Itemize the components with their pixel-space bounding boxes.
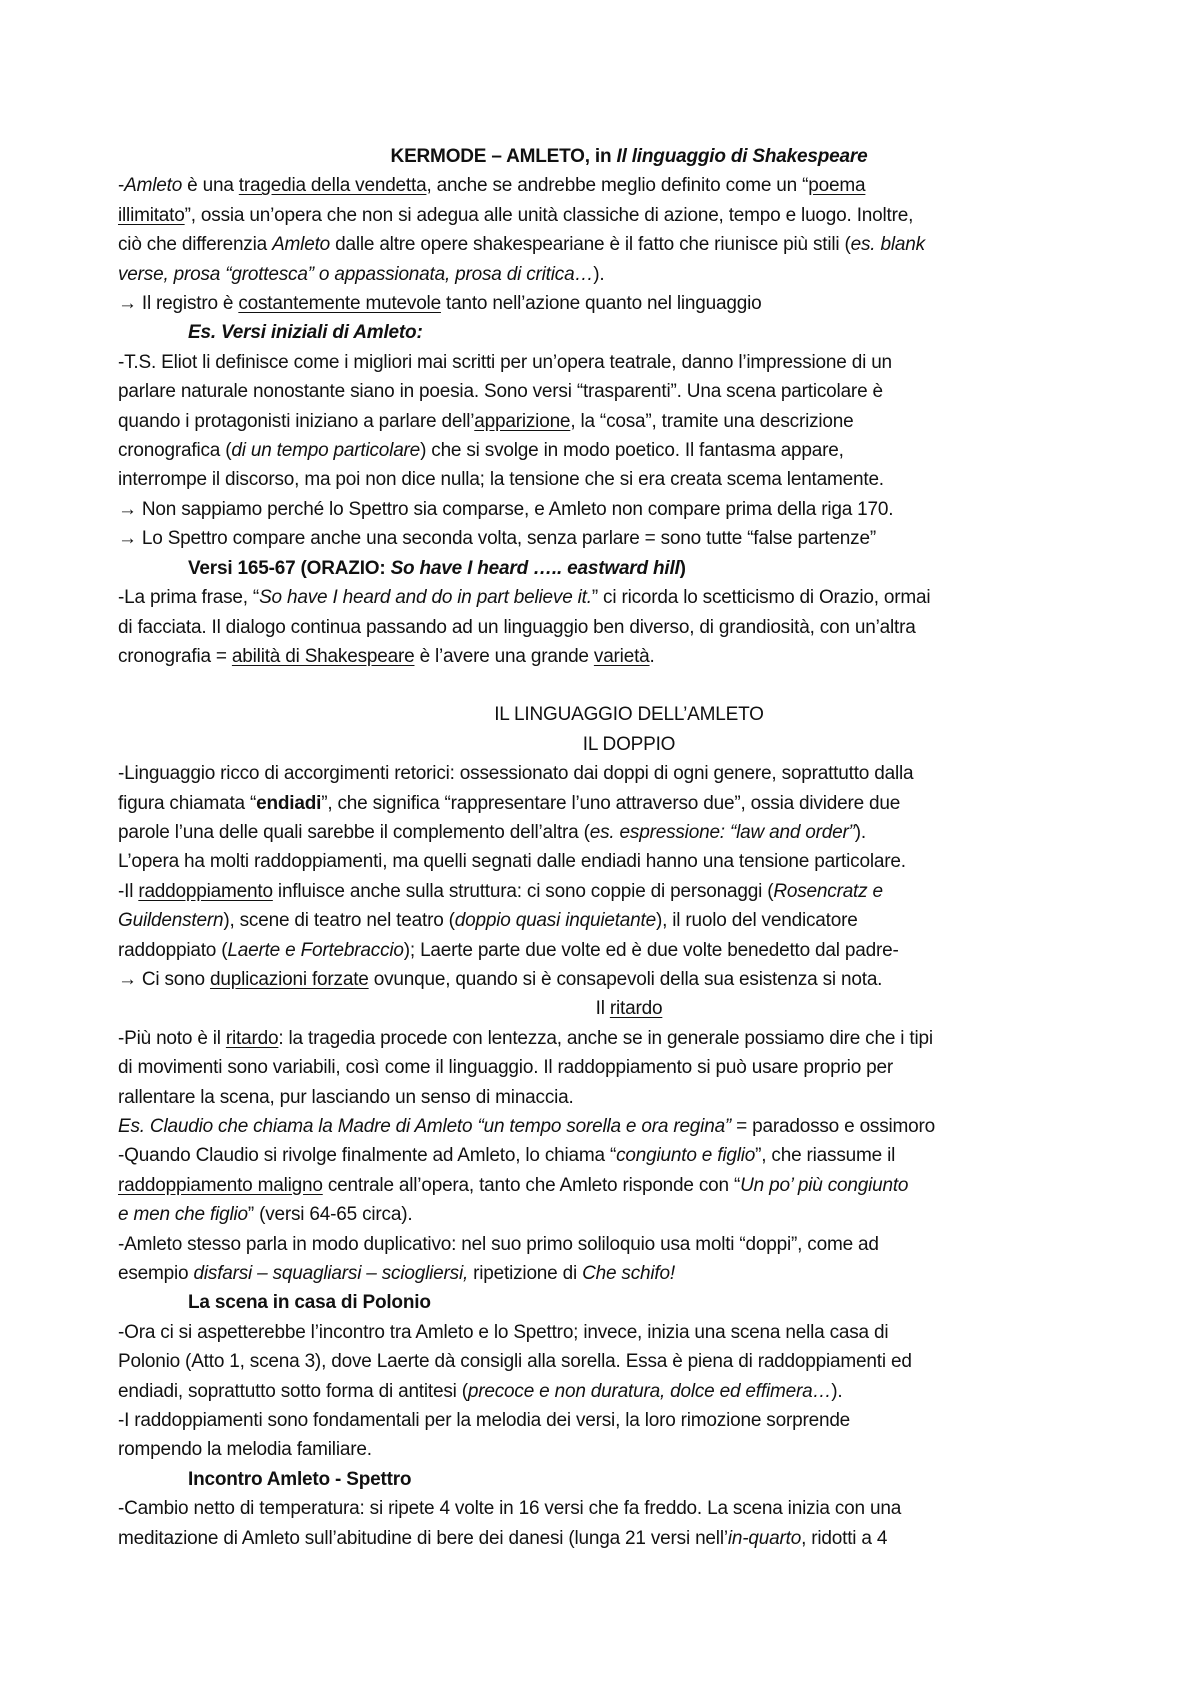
text-run: . — [649, 645, 655, 667]
underlined-text: tragedia della vendetta — [238, 175, 427, 197]
text-run: -Cambio netto di temperatura: si ripete 4 volte in 16 versi che fa freddo. La scena inizia con una — [118, 1498, 902, 1520]
italic-text: Amleto — [124, 175, 183, 197]
text-run: ” ci ricorda lo scetticismo di Orazio, ormai — [591, 587, 931, 609]
bold-text: ) — [679, 557, 686, 579]
text-run: parole l’una delle quali sarebbe il complemento dell’altra ( — [118, 821, 590, 843]
text-run: rallentare la scena, pur lasciando un senso di minaccia. — [118, 1086, 574, 1108]
text-run: raddoppiato ( — [118, 939, 228, 961]
italic-text: disfarsi – squagliarsi – sciogliersi, — [193, 1263, 469, 1285]
italic-text: precoce e non duratura, dolce ed effimera… — [467, 1380, 832, 1402]
underlined-text: duplicazioni forzate — [209, 968, 369, 990]
text-run: centrale all’opera, tanto che Amleto risponde con “ — [322, 1174, 741, 1196]
bold-text: Es. Versi iniziali di Amleto: — [188, 322, 423, 344]
italic-text: Laerte e Fortebraccio — [227, 939, 404, 961]
text-run: ” (versi 64-65 circa). — [247, 1204, 413, 1226]
text-run: -La prima frase, “ — [118, 587, 260, 609]
underlined-text: costantemente mutevole — [238, 293, 441, 315]
paragraph-line — [118, 847, 1140, 876]
document-body — [118, 142, 1140, 1553]
text-run: Polonio (Atto 1, scena 3), dove Laerte dà consigli alla sorella. Essa è piena di raddoppiamenti ed — [118, 1351, 912, 1373]
underlined-text: raddoppiamento — [138, 880, 273, 902]
paragraph-line — [118, 789, 1140, 818]
text-run: interrompe il discorso, ma poi non dice nulla; la tensione che si era creata scema lentamente. — [118, 469, 884, 491]
text-run: -Linguaggio ricco di accorgimenti retorici: ossessionato dai doppi di ogni genere, soprattutto dalla — [118, 763, 914, 785]
paragraph-line — [118, 465, 1140, 494]
text-run: di facciata. Il dialogo continua passando ad un linguaggio ben diverso, di grandiosità, con un’altra — [118, 616, 916, 638]
text-run: ”, ossia un’opera che non si adegua alle unità classiche di azione, tempo e luogo. Inoltre, — [184, 204, 914, 226]
italic-text: doppio quasi inquietante — [454, 910, 656, 932]
text-run: -Amleto stesso parla in modo duplicativo: nel suo primo soliloquio usa molti “doppi”, come ad — [118, 1233, 879, 1255]
text-run: → Ci sono — [118, 968, 210, 990]
paragraph-line — [118, 906, 1140, 935]
text-run: quando i protagonisti iniziano a parlare dell’ — [118, 410, 475, 432]
text-run: rompendo la melodia familiare. — [118, 1439, 372, 1461]
italic-text: Es. Claudio che chiama la Madre di Amleto “un tempo sorella e ora regina” — [118, 1116, 732, 1137]
italic-text: verse, prosa “grottesca” o appassionata, prosa di critica… — [118, 263, 594, 285]
text-run: IL DOPPIO — [582, 733, 676, 755]
paragraph-line — [118, 1053, 1140, 1082]
section-heading — [118, 730, 1140, 759]
italic-text: es. espressione: “law and order” — [589, 821, 855, 843]
paragraph-line — [118, 1200, 1140, 1229]
text-run: è una — [182, 175, 239, 197]
text-run: L’opera ha molti raddoppiamenti, ma quelli segnati dalle endiadi hanno una tensione particolare. — [118, 851, 906, 873]
text-run: ). — [854, 821, 866, 843]
text-run: figura chiamata “ — [118, 792, 257, 814]
paragraph-line — [118, 1024, 1140, 1053]
text-run: cronografica ( — [118, 440, 232, 462]
text-run: ciò che differenzia — [118, 234, 273, 256]
italic-text: e men che figlio — [118, 1204, 248, 1226]
text-run: ), scene di teatro nel teatro ( — [223, 910, 455, 932]
text-run: di movimenti sono variabili, così come il linguaggio. Il raddoppiamento si può usare proprio per — [118, 1057, 893, 1079]
text-run: parlare naturale nonostante siano in poesia. Sono versi “trasparenti”. Una scena particolare è — [118, 381, 883, 403]
section-heading — [118, 318, 1140, 347]
text-run: cronografia = — [118, 645, 232, 667]
text-run: ). — [831, 1380, 843, 1402]
paragraph-line — [118, 583, 1140, 612]
paragraph-line — [118, 613, 1140, 642]
text-run: , anche se andrebbe meglio definito come un “ — [426, 175, 809, 197]
italic-text: Guildenstern — [118, 910, 224, 932]
italic-text: in-quarto — [727, 1527, 802, 1549]
text-run: , ridotti a 4 — [801, 1527, 888, 1549]
paragraph-line — [118, 642, 1140, 671]
underlined-text: raddoppiamento maligno — [118, 1174, 323, 1196]
text-run: influisce anche sulla struttura: ci sono coppie di personaggi ( — [272, 880, 774, 902]
bold-text: So have I heard ….. eastward hill — [390, 557, 680, 579]
paragraph-line — [118, 230, 1140, 259]
text-run: ripetizione di — [468, 1263, 583, 1285]
text-run: -I raddoppiamenti sono fondamentali per la melodia dei versi, la loro rimozione sorprende — [118, 1410, 851, 1432]
bold-text: Il linguaggio di Shakespeare — [616, 146, 868, 167]
italic-text: di un tempo particolare — [231, 440, 421, 462]
paragraph-line — [118, 877, 1140, 906]
paragraph-line — [118, 1435, 1140, 1464]
paragraph-line — [118, 936, 1140, 965]
text-run: → Lo Spettro compare anche una seconda volta, senza parlare = sono tutte “false partenze” — [118, 528, 876, 550]
text-run: ); Laerte parte due volte ed è due volte benedetto dal padre- — [403, 939, 899, 961]
paragraph-line — [118, 377, 1140, 406]
text-run: IL LINGUAGGIO DELL’AMLETO — [494, 704, 764, 726]
text-run: tanto nell’azione quanto nel linguaggio — [440, 293, 762, 315]
bold-text: endiadi — [256, 792, 322, 814]
text-run: , la “cosa”, tramite una descrizione — [570, 410, 854, 432]
paragraph-line — [118, 1494, 1140, 1523]
text-run: -Più noto è il — [118, 1027, 226, 1049]
paragraph-line — [118, 1524, 1140, 1553]
italic-text: Che schifo! — [582, 1263, 675, 1285]
text-run: ) che si svolge in modo poetico. Il fantasma appare, — [420, 440, 844, 462]
bold-text: Versi 165-67 (ORAZIO: — [188, 557, 391, 579]
paragraph-line — [118, 1406, 1140, 1435]
paragraph-line — [118, 1112, 1140, 1141]
text-run: → Non sappiamo perché lo Spettro sia comparse, e Amleto non compare prima della riga 170. — [118, 498, 894, 520]
section-heading — [118, 142, 1140, 171]
paragraph-line — [118, 965, 1140, 994]
paragraph-line — [118, 289, 1140, 318]
text-run: -Il — [118, 880, 139, 902]
section-heading — [118, 700, 1140, 729]
italic-text: congiunto e figlio — [616, 1145, 756, 1167]
text-run: -Ora ci si aspetterebbe l’incontro tra Amleto e lo Spettro; invece, inizia una scena nella casa di — [118, 1321, 889, 1343]
paragraph-line — [118, 1259, 1140, 1288]
text-run: → Il registro è — [118, 293, 239, 315]
underlined-text: illimitato — [118, 204, 185, 226]
underlined-text: varietà — [593, 645, 650, 667]
section-heading — [118, 554, 1140, 583]
paragraph-line — [118, 818, 1140, 847]
bold-text: Incontro Amleto - Spettro — [188, 1468, 412, 1490]
text-run: : la tragedia procede con lentezza, anche se in generale possiamo dire che i tipi — [278, 1027, 933, 1049]
italic-text: Amleto — [272, 234, 331, 256]
paragraph-line — [118, 436, 1140, 465]
underlined-text: ritardo — [225, 1027, 279, 1049]
paragraph-line — [118, 759, 1140, 788]
italic-text: Un po’ più congiunto — [740, 1174, 909, 1196]
paragraph-line — [118, 348, 1140, 377]
underlined-text: abilità di Shakespeare — [231, 645, 415, 667]
paragraph-line — [118, 1230, 1140, 1259]
underlined-text: ritardo — [609, 998, 663, 1020]
section-heading — [118, 1288, 1140, 1317]
paragraph-line — [118, 407, 1140, 436]
text-run: -Quando Claudio si rivolge finalmente ad Amleto, lo chiama “ — [118, 1145, 617, 1167]
italic-text: So have I heard and do in part believe it. — [259, 587, 592, 609]
paragraph-line — [118, 1141, 1140, 1170]
text-run: è l’avere una grande — [414, 645, 594, 667]
italic-text: es. blank — [850, 234, 925, 256]
text-run: ). — [593, 263, 605, 285]
bold-text: KERMODE – AMLETO, in — [390, 146, 617, 167]
paragraph-line — [118, 495, 1140, 524]
text-run: meditazione di Amleto sull’abitudine di bere dei danesi (lunga 21 versi nell’ — [118, 1527, 728, 1549]
text-run: Il — [595, 998, 610, 1020]
text-run: = paradosso e ossimoro — [731, 1116, 936, 1137]
text-run: dalle altre opere shakespeariane è il fatto che riunisce più stili ( — [330, 234, 851, 256]
paragraph-line — [118, 1318, 1140, 1347]
text-run: ”, che significa “rappresentare l’uno attraverso due”, ossia dividere due — [321, 792, 901, 814]
text-run: esempio — [118, 1263, 194, 1285]
paragraph-line — [118, 260, 1140, 289]
paragraph-line — [118, 1083, 1140, 1112]
text-run: ovunque, quando si è consapevoli della sua esistenza si nota. — [368, 968, 883, 990]
paragraph-line — [118, 1171, 1140, 1200]
paragraph-line — [118, 201, 1140, 230]
text-run: ), il ruolo del vendicatore — [655, 910, 858, 932]
text-run: ”, che riassume il — [755, 1145, 896, 1167]
section-heading — [118, 1465, 1140, 1494]
text-run: endiadi, soprattutto sotto forma di antitesi ( — [118, 1380, 468, 1402]
text-run: -T.S. Eliot li definisce come i migliori mai scritti per un’opera teatrale, danno l’impressione di un — [118, 351, 892, 373]
paragraph-line — [118, 171, 1140, 200]
section-heading — [118, 994, 1140, 1023]
blank-line — [118, 671, 1140, 700]
paragraph-line — [118, 1347, 1140, 1376]
italic-text: Rosencratz e — [773, 880, 883, 902]
text-run: - — [118, 175, 125, 197]
underlined-text: apparizione — [474, 410, 571, 432]
paragraph-line — [118, 1377, 1140, 1406]
bold-text: La scena in casa di Polonio — [188, 1292, 431, 1314]
paragraph-line — [118, 524, 1140, 553]
underlined-text: poema — [808, 175, 866, 197]
